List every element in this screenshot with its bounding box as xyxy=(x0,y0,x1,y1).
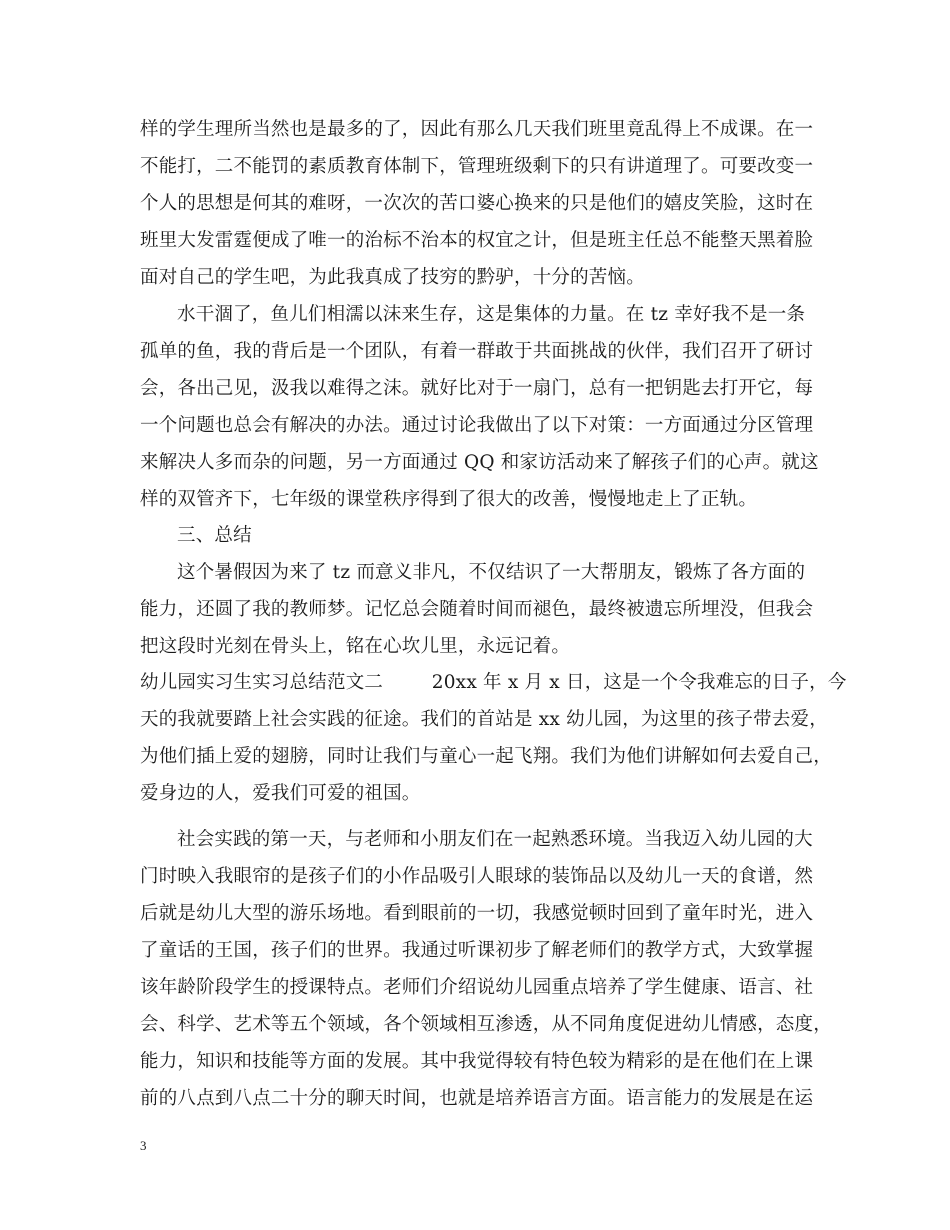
page-number: 3 xyxy=(140,1138,147,1153)
text-line: 该年龄阶段学生的授课特点。老师们介绍说幼儿园重点培养了学生健康、语言、社 xyxy=(140,977,814,998)
text-line: 前的八点到八点二十分的聊天时间，也就是培养语言方面。语言能力的发展是在运 xyxy=(140,1088,814,1109)
text-line: 个人的思想是何其的难呀，一次次的苦口婆心换来的只是他们的嬉皮笑脸，这时在 xyxy=(140,193,814,214)
text-line: 会、科学、艺术等五个领域，各个领域相互渗透，从不同角度促进幼儿情感，态度， xyxy=(140,1014,832,1035)
text-line: 天的我就要踏上社会实践的征途。我们的首站是 xx 幼儿园，为这里的孩子带去爱， xyxy=(140,709,828,730)
text-line: 班里大发雷霆便成了唯一的治标不治本的权宜之计，但是班主任总不能整天黑着脸 xyxy=(140,230,814,251)
text-line: 门时映入我眼帘的是孩子们的小作品吸引人眼球的装饰品以及幼儿一天的食谱，然 xyxy=(140,866,814,887)
text-line: 爱身边的人，爱我们可爱的祖国。 xyxy=(140,783,421,804)
text-line: 把这段时光刻在骨头上，铭在心坎儿里，永远记着。 xyxy=(140,636,571,657)
text-line: 水干涸了，鱼儿们相濡以沫来生存，这是集体的力量。在 tz 幸好我不是一条 xyxy=(177,304,806,325)
article-title-line: 幼儿园实习生实习总结范文二 20xx 年 x 月 x 日，这是一个令我难忘的日子，今 xyxy=(140,672,847,693)
text-line: 一个问题也总会有解决的办法。通过讨论我做出了以下对策：一方面通过分区管理 xyxy=(140,415,814,436)
text-line: 孤单的鱼，我的背后是一个团队，有着一群敢于共面挑战的伙伴，我们召开了研讨 xyxy=(140,341,814,362)
text-line: 能力，知识和技能等方面的发展。其中我觉得较有特色较为精彩的是在他们在上课 xyxy=(140,1051,814,1072)
text-line: 后就是幼儿大型的游乐场地。看到眼前的一切，我感觉顿时回到了童年时光，进入 xyxy=(140,903,814,924)
text-line: 为他们插上爱的翅膀，同时让我们与童心一起飞翔。我们为他们讲解如何去爱自己， xyxy=(140,746,832,767)
text-line: 了童话的王国，孩子们的世界。我通过听课初步了解老师们的教学方式，大致掌握 xyxy=(140,940,814,961)
text-line: 能力，还圆了我的教师梦。记忆总会随着时间而褪色，最终被遗忘所埋没，但我会 xyxy=(140,599,814,620)
text-line: 样的学生理所当然也是最多的了，因此有那么几天我们班里竟乱得上不成课。在一 xyxy=(140,119,814,140)
text-line: 会，各出己见，汲我以难得之沫。就好比对于一扇门，总有一把钥匙去打开它，每 xyxy=(140,378,814,399)
text-line: 面对自己的学生吧，为此我真成了技穷的黔驴，十分的苦恼。 xyxy=(140,267,645,288)
section-heading: 三、总结 xyxy=(177,525,252,546)
text-line: 样的双管齐下，七年级的课堂秩序得到了很大的改善，慢慢地走上了正轨。 xyxy=(140,489,758,510)
text-line: 不能打，二不能罚的素质教育体制下，管理班级剩下的只有讲道理了。可要改变一 xyxy=(140,156,814,177)
text-line: 来解决人多而杂的问题，另一方面通过 QQ 和家访活动来了解孩子们的心声。就这 xyxy=(140,452,819,473)
text-line: 社会实践的第一天，与老师和小朋友们在一起熟悉环境。当我迈入幼儿园的大 xyxy=(177,829,813,850)
text-line: 这个暑假因为来了 tz 而意义非凡，不仅结识了一大帮朋友，锻炼了各方面的 xyxy=(177,562,806,583)
